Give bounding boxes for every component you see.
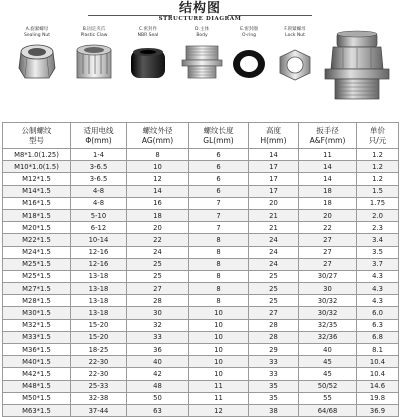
table-cell: 25 [249,295,299,307]
diagram-header [0,0,400,26]
assembled-gland [318,29,398,115]
table-cell: M33*1.5 [3,331,71,343]
table-cell: M40*1.5 [3,356,71,368]
table-cell: 1.5 [357,185,399,197]
table-row [3,209,399,221]
table-cell: 2.0 [357,209,399,221]
table-cell: 16 [127,197,189,209]
table-cell: 40 [299,344,357,356]
table-cell: 35 [249,392,299,404]
table-cell: 30/32 [299,295,357,307]
table-row [3,344,399,356]
table-cell: 14.6 [357,380,399,392]
table-cell: M27*1.5 [3,283,71,295]
table-cell: 8.1 [357,344,399,356]
table-cell: 38 [249,404,299,416]
table-cell: 10.4 [357,356,399,368]
table-cell: 1.2 [357,173,399,185]
spec-table [2,122,399,417]
part-name-en: Sealing Nut [23,32,50,38]
table-cell: 7 [189,209,249,221]
table-cell: M10*1.0(1.5) [3,161,71,173]
table-cell: 3-6.5 [71,161,127,173]
nbr-seal-icon [125,38,171,82]
table-cell: 24 [249,234,299,246]
part-name-en: NBR Seal [137,32,159,38]
table-cell: 20 [299,209,357,221]
table-row [3,173,399,185]
table-cell: 5-10 [71,209,127,221]
table-cell: 8 [189,283,249,295]
table-cell: 33 [249,356,299,368]
table-cell: 12 [127,173,189,185]
table-cell: 10 [127,161,189,173]
table-cell: 30/32 [299,307,357,319]
table-cell: M24*1.5 [3,246,71,258]
table-cell: M30*1.5 [3,307,71,319]
part-name-cn: B.固定夹爪 [82,27,106,32]
table-row [3,185,399,197]
table-cell: M42*1.5 [3,368,71,380]
part-plastic-claw [66,27,122,82]
table-cell: 32/36 [299,331,357,343]
table-cell: M22*1.5 [3,234,71,246]
table-cell: 27 [299,234,357,246]
part-name-cn: D.主体 [195,27,209,32]
table-cell: 33 [127,331,189,343]
table-cell: 8 [127,149,189,161]
table-row [3,258,399,270]
table-row [3,392,399,404]
table-cell: 10 [189,319,249,331]
table-cell: 27 [127,283,189,295]
table-cell: 4-8 [71,197,127,209]
table-cell: 25 [127,270,189,282]
table-cell: 45 [299,356,357,368]
table-cell: 22 [127,234,189,246]
part-name-en: Lock Nut [285,32,305,38]
table-cell: 17 [249,161,299,173]
part-name-cn: F.锁紧螺母 [284,27,306,32]
table-cell: 27 [249,307,299,319]
table-cell: 4-8 [71,185,127,197]
table-cell: 8 [189,246,249,258]
table-cell: 22-30 [71,368,127,380]
table-cell: 14 [249,149,299,161]
table-cell: 1-4 [71,149,127,161]
table-cell: 6 [189,149,249,161]
table-cell: M12*1.5 [3,173,71,185]
table-cell: 18 [299,197,357,209]
table-cell: 6 [189,161,249,173]
table-cell: 28 [249,319,299,331]
plastic-claw-icon [71,38,117,82]
table-row [3,331,399,343]
table-cell: 12 [189,404,249,416]
table-cell: 3.5 [357,246,399,258]
col-header-thread-diameter: 螺纹外径 AG(mm) [127,123,189,149]
table-cell: 24 [249,258,299,270]
table-cell: 19.8 [357,392,399,404]
table-cell: 45 [299,368,357,380]
table-cell: 3.7 [357,258,399,270]
table-cell: 1.2 [357,149,399,161]
table-cell: M14*1.5 [3,185,71,197]
table-row [3,307,399,319]
table-cell: 50 [127,392,189,404]
table-cell: 6.0 [357,307,399,319]
table-cell: 63 [127,404,189,416]
table-cell: 4.3 [357,295,399,307]
table-cell: 11 [189,392,249,404]
part-name-en: O-ring [241,32,257,38]
part-lock-nut [270,27,320,82]
table-cell: 22 [299,222,357,234]
table-cell: M18*1.5 [3,209,71,221]
table-cell: M28*1.5 [3,295,71,307]
o-ring-icon [227,38,271,82]
table-cell: 17 [249,173,299,185]
table-cell: 48 [127,380,189,392]
table-cell: 20 [127,222,189,234]
table-cell: 20 [249,197,299,209]
table-cell: 42 [127,368,189,380]
table-cell: 28 [249,331,299,343]
lock-nut-icon [273,38,317,82]
table-row [3,270,399,282]
table-cell: 36.9 [357,404,399,416]
table-cell: 6-12 [71,222,127,234]
table-cell: M63*1.5 [3,404,71,416]
body-icon [178,38,226,82]
table-cell: 13-18 [71,270,127,282]
table-cell: 12-16 [71,258,127,270]
table-cell: 8 [189,234,249,246]
table-cell: 21 [249,209,299,221]
part-o-ring [224,27,274,82]
table-cell: 14 [299,173,357,185]
table-cell: 6 [189,185,249,197]
table-cell: 32 [127,319,189,331]
table-cell: 30 [299,283,357,295]
table-cell: 36 [127,344,189,356]
table-cell: 64/68 [299,404,357,416]
table-cell: 18-25 [71,344,127,356]
table-cell: 32-38 [71,392,127,404]
table-cell: 12-16 [71,246,127,258]
part-name-en: Body [196,32,208,38]
table-cell: 10-14 [71,234,127,246]
table-cell: 37-44 [71,404,127,416]
table-row [3,319,399,331]
table-cell: M32*1.5 [3,319,71,331]
table-row [3,246,399,258]
col-header-wrench-size: 扳手径 A&F(mm) [299,123,357,149]
table-cell: 4.3 [357,270,399,282]
table-cell: 6.3 [357,319,399,331]
table-row [3,283,399,295]
table-cell: M16*1.5 [3,197,71,209]
col-header-height: 高度 H(mm) [249,123,299,149]
table-cell: 13-18 [71,283,127,295]
table-cell: M50*1.5 [3,392,71,404]
table-cell: 30 [127,307,189,319]
table-row [3,234,399,246]
table-cell: M48*1.5 [3,380,71,392]
table-cell: 6.8 [357,331,399,343]
table-cell: 8 [189,295,249,307]
table-cell: 1.75 [357,197,399,209]
table-cell: M25*1.5 [3,270,71,282]
table-cell: 15-20 [71,331,127,343]
table-cell: 10 [189,368,249,380]
part-name-cn: A.旋紧螺母 [25,27,49,32]
table-cell: 11 [189,380,249,392]
col-header-thread-length: 螺纹长度 GL(mm) [189,123,249,149]
part-body [176,27,228,82]
header-left-rule [88,15,172,16]
table-cell: 10 [189,356,249,368]
table-row [3,404,399,416]
table-cell: 32/35 [299,319,357,331]
table-row [3,368,399,380]
table-cell: 25 [249,283,299,295]
parts-diagram [0,27,400,119]
table-cell: M20*1.5 [3,222,71,234]
table-row [3,380,399,392]
table-cell: 14 [299,161,357,173]
spec-table-header [3,123,399,149]
table-cell: M8*1.0(1.25) [3,149,71,161]
table-row [3,149,399,161]
table-cell: 3-6.5 [71,173,127,185]
table-cell: 3.4 [357,234,399,246]
table-cell: 29 [249,344,299,356]
table-cell: 50/52 [299,380,357,392]
col-header-thread: 公制螺纹 型号 [3,123,71,149]
part-name-en: Plastic Claw [80,32,108,38]
table-cell: 13-18 [71,295,127,307]
table-cell: 55 [299,392,357,404]
table-cell: 33 [249,368,299,380]
table-row [3,161,399,173]
table-row [3,197,399,209]
part-nbr-seal [122,27,174,82]
part-name-cn: E.密封圈 [240,27,258,32]
table-cell: 25-33 [71,380,127,392]
diagram-title: 结构图 [178,1,221,16]
table-cell: 24 [249,246,299,258]
cable-gland-icon [319,29,397,115]
table-cell: 8 [189,270,249,282]
table-cell: 21 [249,222,299,234]
sealing-nut-icon [15,38,59,82]
diagram-subtitle: STRUCTURE DIAGRAM [158,16,242,22]
header-right-rule [228,15,312,16]
table-cell: 30/27 [299,270,357,282]
part-sealing-nut [12,27,62,82]
table-cell: 2.3 [357,222,399,234]
table-cell: 10 [189,307,249,319]
col-header-cable-range: 适用电线 Φ(mm) [71,123,127,149]
table-cell: 40 [127,356,189,368]
table-cell: M25*1.5 [3,258,71,270]
table-cell: 27 [299,246,357,258]
table-cell: 27 [299,258,357,270]
spec-table-body [3,149,399,417]
table-cell: 18 [299,185,357,197]
table-cell: 4.3 [357,283,399,295]
table-cell: 15-20 [71,319,127,331]
table-cell: 11 [299,149,357,161]
part-name-cn: C.密封件 [138,27,158,32]
table-cell: 10 [189,331,249,343]
table-cell: 14 [127,185,189,197]
table-cell: 1.2 [357,161,399,173]
table-cell: 25 [127,258,189,270]
table-cell: 18 [127,209,189,221]
table-cell: 7 [189,222,249,234]
table-cell: 10.4 [357,368,399,380]
table-cell: 35 [249,380,299,392]
col-header-unit-price: 单价 只/元 [357,123,399,149]
table-cell: 10 [189,344,249,356]
table-cell: 28 [127,295,189,307]
table-cell: 24 [127,246,189,258]
table-cell: 22-30 [71,356,127,368]
table-cell: 7 [189,197,249,209]
table-cell: M36*1.5 [3,344,71,356]
table-row [3,222,399,234]
table-cell: 8 [189,258,249,270]
table-cell: 6 [189,173,249,185]
table-cell: 13-18 [71,307,127,319]
table-cell: 25 [249,270,299,282]
table-cell: 17 [249,185,299,197]
table-row [3,356,399,368]
table-row [3,295,399,307]
